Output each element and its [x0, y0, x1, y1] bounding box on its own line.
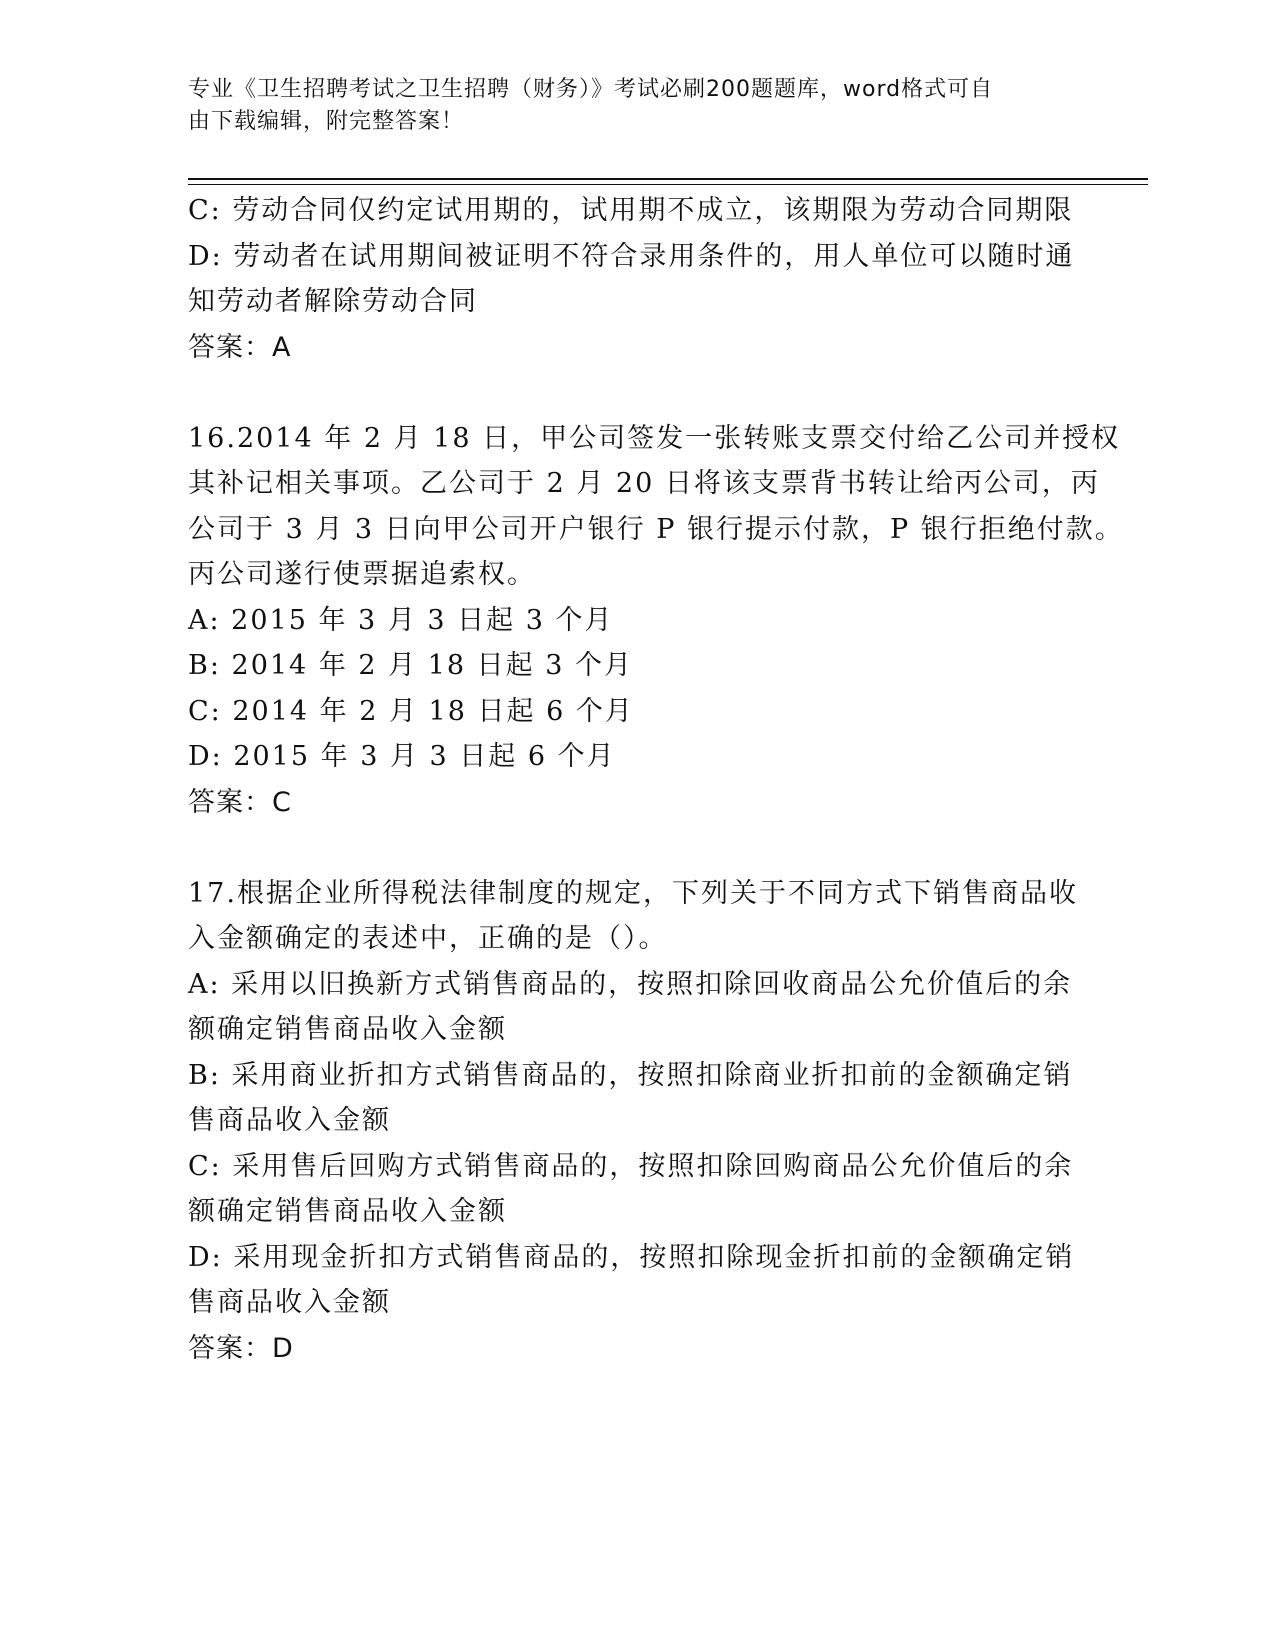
- question-stem-line-4: 丙公司遂行使票据追索权。: [188, 559, 536, 590]
- question-15: [188, 188, 1088, 370]
- option-b-line-2: 售商品收入金额: [188, 1105, 391, 1136]
- document-body: [188, 188, 1124, 1371]
- question-stem-line-2: 入金额确定的表述中，正确的是（）。: [188, 923, 668, 954]
- question-stem-line-1: 16.2014 年 2 月 18 日，甲公司签发一张转账支票交付给乙公司并授权: [188, 422, 1121, 454]
- option-d-line-2: 售商品收入金额: [188, 1287, 391, 1318]
- answer: 答案：C: [188, 786, 292, 818]
- question-stem-line-2: 其补记相关事项。乙公司于 2 月 20 日将该支票背书转让给丙公司，丙: [188, 468, 1100, 499]
- option-b: B: 2014 年 2 月 18 日起 3 个月: [188, 650, 634, 681]
- question-16: [188, 416, 1124, 826]
- header-divider-thin: [188, 184, 1148, 185]
- option-b-line-1: B: 采用商业折扣方式销售商品的，按照扣除商业折扣前的金额确定销: [188, 1059, 1073, 1091]
- header-divider-thick: [188, 178, 1148, 180]
- option-d-line-1: D: 采用现金折扣方式销售商品的，按照扣除现金折扣前的金额确定销: [188, 1241, 1075, 1273]
- option-c: C: 劳动合同仅约定试用期的，试用期不成立，该期限为劳动合同期限: [188, 195, 1074, 226]
- document-header: [188, 74, 1068, 138]
- option-d: D: 2015 年 3 月 3 日起 6 个月: [188, 741, 616, 772]
- option-a: A: 2015 年 3 月 3 日起 3 个月: [188, 604, 614, 636]
- option-a-line-1: A: 采用以旧换新方式销售商品的，按照扣除回收商品公允价值后的余: [188, 968, 1073, 1000]
- header-line-2: 由下载编辑，附完整答案！: [188, 109, 465, 134]
- option-c-line-1: C: 采用售后回购方式销售商品的，按照扣除回购商品公允价值后的余: [188, 1150, 1074, 1182]
- question-stem-line-1: 17.根据企业所得税法律制度的规定，下列关于不同方式下销售商品收: [188, 877, 1078, 909]
- option-d-line-2: 知劳动者解除劳动合同: [188, 286, 478, 317]
- option-a-line-2: 额确定销售商品收入金额: [188, 1014, 507, 1045]
- answer: 答案：D: [188, 1332, 294, 1364]
- spacer: [188, 370, 1088, 416]
- header-line-1: 专业《卫生招聘考试之卫生招聘（财务）》考试必刷200题题库，word格式可自: [188, 77, 994, 102]
- spacer: [188, 825, 1088, 871]
- option-c: C: 2014 年 2 月 18 日起 6 个月: [188, 695, 634, 727]
- question-17: [188, 871, 1088, 1372]
- question-stem-line-3: 公司于 3 月 3 日向甲公司开户银行 P 银行提示付款，P 银行拒绝付款。: [188, 513, 1124, 545]
- option-d-line-1: D: 劳动者在试用期间被证明不符合录用条件的，用人单位可以随时通: [188, 240, 1075, 272]
- option-c-line-2: 额确定销售商品收入金额: [188, 1196, 507, 1227]
- answer: 答案：A: [188, 331, 292, 363]
